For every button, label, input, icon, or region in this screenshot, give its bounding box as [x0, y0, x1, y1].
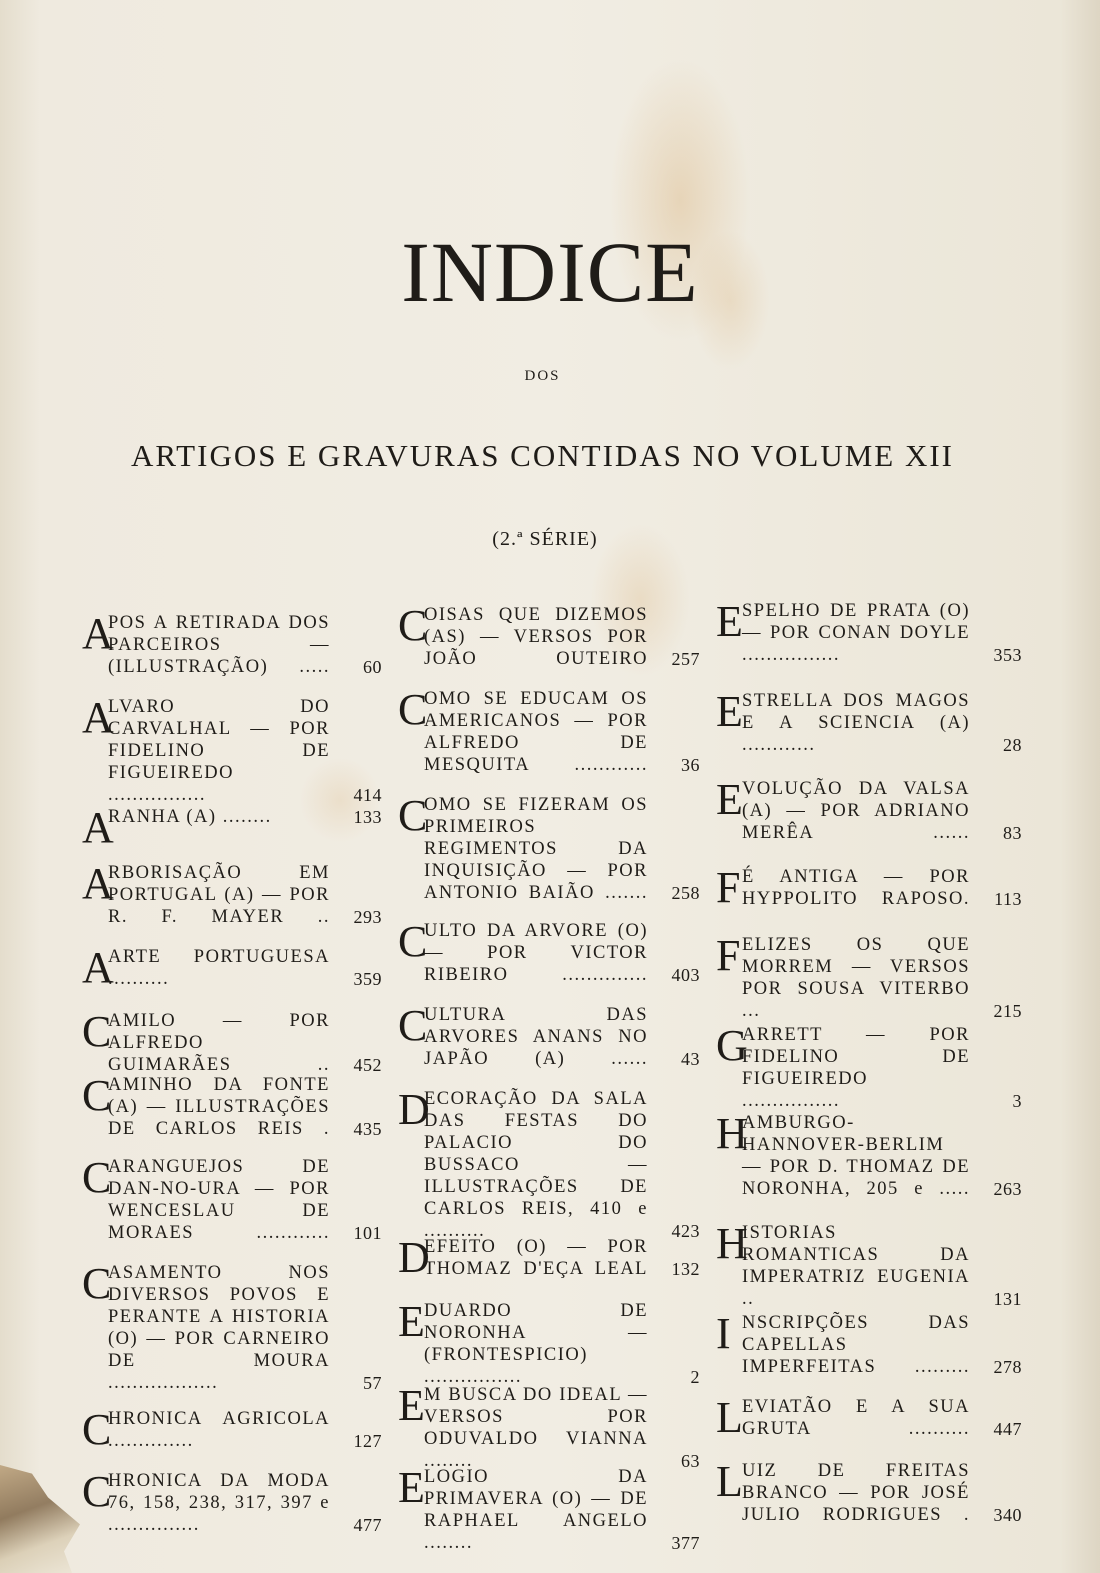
entry-text: HRONICA AGRICOLA .............. [108, 1409, 330, 1451]
index-entry [398, 685, 700, 776]
index-entry [82, 1405, 382, 1454]
entry-initial: H [716, 1109, 748, 1158]
index-entry [82, 943, 382, 992]
entry-initial: H [716, 1219, 748, 1268]
subtitle-volume: ARTIGOS E GRAVURAS CONTIDAS NO VOLUME XII [130, 438, 955, 473]
subtitle-dos: DOS [524, 368, 561, 384]
index-entry [716, 863, 1022, 912]
entry-initial: D [398, 1085, 430, 1134]
index-entry [716, 687, 1022, 756]
index-entry [82, 1071, 382, 1140]
entry-initial: C [82, 1259, 112, 1308]
entry-initial: C [398, 601, 428, 650]
entry-text: OMO SE FIZERAM OS PRIMEIROS REGIMENTOS DA INQUISIÇÃO — POR ANTONIO BAIÃO ....... [424, 795, 648, 903]
entry-page: 293 [353, 907, 382, 927]
entry-initial: C [82, 1071, 112, 1120]
entry-page: 340 [993, 1505, 1022, 1525]
index-entry [398, 1381, 700, 1472]
entry-initial: E [398, 1381, 425, 1430]
entry-initial: C [82, 1007, 112, 1056]
index-entry [82, 803, 382, 852]
entry-initial: I [716, 1309, 731, 1358]
entry-page: 63 [681, 1451, 700, 1471]
entry-initial: D [398, 1233, 430, 1282]
entry-text: EFEITO (O) — POR THOMAZ D'EÇA LEAL [424, 1237, 648, 1279]
entry-text: VOLUÇÃO DA VALSA (A) — POR ADRIANO MERÊA ...... [742, 779, 970, 843]
entry-initial: E [398, 1463, 425, 1512]
entry-text: AMILO — POR ALFREDO GUIMARÃES .. [108, 1011, 330, 1075]
entry-page: 113 [994, 889, 1022, 909]
index-entry [398, 1001, 700, 1070]
entry-page: 3 [1012, 1091, 1022, 1111]
entry-initial: C [82, 1467, 112, 1516]
entry-text: ISTORIAS ROMANTICAS DA IMPERATRIZ EUGENIA .. [742, 1223, 970, 1309]
entry-initial: E [716, 687, 743, 736]
entry-page: 278 [993, 1357, 1022, 1377]
entry-initial: G [716, 1021, 748, 1070]
entry-initial: F [716, 863, 741, 912]
entry-page: 447 [993, 1419, 1022, 1439]
entry-initial: E [716, 597, 743, 646]
entry-text: M BUSCA DO IDEAL — VERSOS POR ODUVALDO VIANNA ........ [424, 1385, 648, 1471]
entry-initial: C [398, 1001, 428, 1050]
entry-text: NSCRIPÇÕES DAS CAPELLAS IMPERFEITAS ......... [742, 1313, 970, 1377]
entry-text: LOGIO DA PRIMAVERA (O) — DE RAPHAEL ANGELO ........ [424, 1467, 648, 1553]
entry-text: HRONICA DA MODA 76, 158, 238, 317, 397 e ............... [108, 1471, 330, 1535]
entry-text: OISAS QUE DIZEMOS (AS) — VERSOS POR JOÃO OUTEIRO [424, 605, 648, 669]
entry-page: 36 [681, 755, 700, 775]
index-entry [82, 609, 382, 678]
entry-text: DUARDO DE NORONHA — (FRONTESPICIO) ................ [424, 1301, 648, 1387]
entry-initial: A [82, 859, 114, 908]
entry-text: AMINHO DA FONTE (A) — ILLUSTRAÇÕES DE CARLOS REIS . [108, 1075, 330, 1139]
entry-text: EVIATÃO E A SUA GRUTA .......... [742, 1397, 970, 1439]
index-entry [398, 601, 700, 670]
entry-text: RANHA (A) ........ [108, 807, 272, 827]
index-entry [82, 1259, 382, 1394]
entry-initial: C [398, 685, 428, 734]
entry-page: 452 [353, 1055, 382, 1075]
entry-page: 423 [671, 1221, 700, 1241]
entry-initial: A [82, 693, 114, 742]
index-entry [716, 1393, 1022, 1442]
entry-page: 83 [1003, 823, 1022, 843]
index-entry [82, 1467, 382, 1536]
entry-text: STRELLA DOS MAGOS E A SCIENCIA (A) ............ [742, 691, 970, 755]
entry-page: 435 [353, 1119, 382, 1139]
entry-initial: C [398, 791, 428, 840]
entry-text: AMBURGO-HANNOVER-BERLIM — POR D. THOMAZ DE NORONHA, 205 e ..... [742, 1113, 970, 1199]
index-entry [398, 1085, 700, 1242]
index-entry [398, 917, 700, 986]
index-entry [398, 791, 700, 904]
entry-text: ECORAÇÃO DA SALA DAS FESTAS DO PALACIO DO BUSSACO — ILLUSTRAÇÕES DE CARLOS REIS, 410 e .......... [424, 1089, 648, 1241]
entry-initial: E [398, 1297, 425, 1346]
entry-page: 131 [993, 1289, 1022, 1309]
entry-page: 353 [993, 645, 1022, 665]
entry-initial: A [82, 803, 114, 852]
entry-text: UIZ DE FREITAS BRANCO — POR JOSÉ JULIO RODRIGUES . [742, 1461, 970, 1525]
torn-corner [0, 1465, 80, 1573]
entry-page: 133 [353, 807, 382, 827]
entry-text: LVARO DO CARVALHAL — POR FIDELINO DE FIGUEIREDO ................ [108, 697, 330, 805]
entry-page: 101 [353, 1223, 382, 1243]
index-entry [398, 1297, 700, 1388]
entry-initial: F [716, 931, 741, 980]
entry-text: ULTURA DAS ARVORES ANANS NO JAPÃO (A) ...... [424, 1005, 648, 1069]
index-entry [82, 859, 382, 928]
entry-initial: C [82, 1153, 112, 1202]
entry-page: 377 [671, 1533, 700, 1553]
index-entry [82, 693, 382, 806]
entry-page: 2 [690, 1367, 700, 1387]
entry-text: SPELHO DE PRATA (O) — POR CONAN DOYLE ................ [742, 601, 970, 665]
index-entry [82, 1153, 382, 1244]
entry-initial: L [716, 1393, 743, 1442]
index-entry [82, 1007, 382, 1076]
index-entry [716, 1021, 1022, 1112]
page-title: INDICE [401, 224, 699, 320]
index-entry [716, 1309, 1022, 1378]
entry-initial: C [398, 917, 428, 966]
entry-page: 43 [681, 1049, 700, 1069]
index-entry [398, 1233, 700, 1282]
entry-text: ARANGUEJOS DE DAN-NO-URA — POR WENCESLAU DE MORAES ............ [108, 1157, 330, 1243]
entry-page: 132 [671, 1259, 700, 1279]
entry-initial: E [716, 775, 743, 824]
entry-text: ASAMENTO NOS DIVERSOS POVOS E PERANTE A HISTORIA (O) — POR CARNEIRO DE MOURA .................. [108, 1263, 330, 1393]
entry-text: ARTE PORTUGUESA .......... [108, 947, 330, 989]
index-entry [716, 775, 1022, 844]
entry-page: 257 [671, 649, 700, 669]
entry-text: ARRETT — POR FIDELINO DE FIGUEIREDO ................ [742, 1025, 970, 1111]
index-entry [716, 1219, 1022, 1310]
entry-page: 57 [363, 1373, 382, 1393]
entry-page: 258 [671, 883, 700, 903]
entry-page: 403 [671, 965, 700, 985]
entry-initial: A [82, 609, 114, 658]
index-entry [716, 1109, 1022, 1200]
entry-text: ELIZES OS QUE MORREM — VERSOS POR SOUSA VITERBO ... [742, 935, 970, 1021]
index-entry [716, 597, 1022, 666]
entry-text: É ANTIGA — POR HYPPOLITO RAPOSO. [742, 867, 970, 909]
entry-page: 127 [353, 1431, 382, 1451]
index-entry [716, 1457, 1022, 1526]
entry-text: OMO SE EDUCAM OS AMERICANOS — POR ALFREDO DE MESQUITA ............ [424, 689, 648, 775]
entry-page: 263 [993, 1179, 1022, 1199]
entry-page: 414 [353, 785, 382, 805]
entry-page: 477 [353, 1515, 382, 1535]
subtitle-serie: (2.ª SÉRIE) [492, 528, 598, 550]
entry-page: 359 [353, 969, 382, 989]
entry-page: 60 [363, 657, 382, 677]
index-entry [716, 931, 1022, 1022]
entry-text: POS A RETIRADA DOS PARCEIROS — (ILLUSTRAÇÃO) ..... [108, 613, 330, 677]
entry-page: 28 [1003, 735, 1022, 755]
entry-text: ULTO DA ARVORE (O) — POR VICTOR RIBEIRO .............. [424, 921, 648, 985]
entry-page: 215 [993, 1001, 1022, 1021]
index-entry [398, 1463, 700, 1554]
entry-initial: C [82, 1405, 112, 1454]
entry-initial: L [716, 1457, 743, 1506]
entry-text: RBORISAÇÃO EM PORTUGAL (A) — POR R. F. MAYER .. [108, 863, 330, 927]
entry-initial: A [82, 943, 114, 992]
